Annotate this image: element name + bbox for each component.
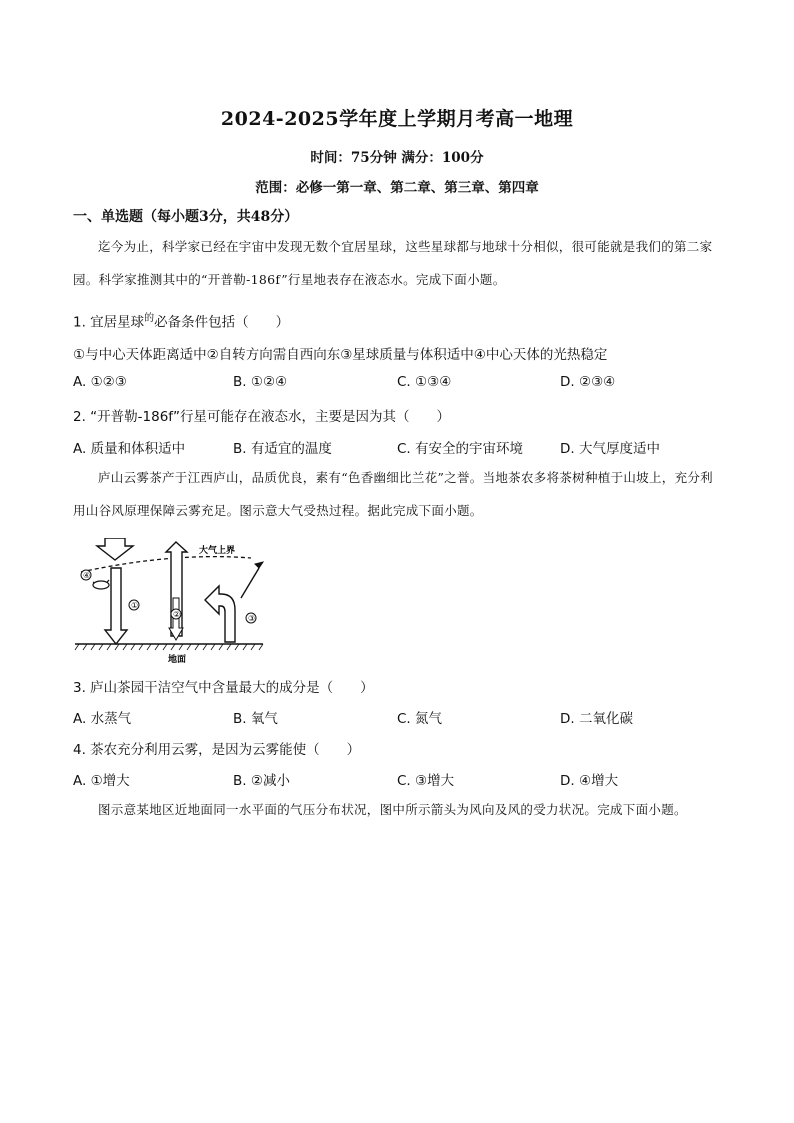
question-2-option-d[interactable]: D. 大气厚度适中 xyxy=(560,441,660,457)
arrow-1 xyxy=(105,568,127,644)
section-heading: 一、单选题（每小题3分，共48分） xyxy=(73,209,299,225)
question-1-option-c[interactable]: C. ①③④ xyxy=(397,374,452,390)
question-2-option-a[interactable]: A. 质量和体积适中 xyxy=(73,441,186,457)
question-3-option-a[interactable]: A. 水蒸气 xyxy=(73,711,132,727)
ground-hatching xyxy=(75,644,263,650)
marker-2: ② xyxy=(173,610,181,619)
question-1-option-b[interactable]: B. ①②④ xyxy=(233,374,288,390)
question-4-option-d[interactable]: D. ④增大 xyxy=(560,773,619,789)
atmosphere-top-line xyxy=(81,557,251,572)
question-2-option-c[interactable]: C. 有安全的宇宙环境 xyxy=(397,441,524,457)
question-3-option-b[interactable]: B. 氧气 xyxy=(233,711,278,727)
question-4-option-a[interactable]: A. ①增大 xyxy=(73,773,130,789)
arrow-3-tail-head xyxy=(255,562,263,568)
question-1-stem xyxy=(73,309,289,331)
marker-4: ④ xyxy=(83,571,91,580)
question-1-stem-b: 必备条件包括（ ） xyxy=(154,314,290,331)
question-1-option-a[interactable]: A. ①②③ xyxy=(73,374,127,390)
solar-radiation-arrow xyxy=(97,538,133,560)
atmosphere-top-label: 大气上界 xyxy=(199,546,236,556)
passage-3: 图示意某地区近地面同一水平面的气压分布状况，图中所示箭头为风向及风的受力状况。完成下面小题。 xyxy=(98,802,687,817)
passage-2: 庐山云雾茶产于江西庐山，品质优良，素有“色香幽细比兰花”之誉。当地茶农多将茶树种植于山坡上，充分利用山谷风原理保障云雾充足。图示意大气受热过程。据此完成下面小题。 xyxy=(73,470,713,518)
exam-info: 时间：75分钟 满分：100分 xyxy=(310,150,484,166)
marker-3: ③ xyxy=(248,614,256,623)
cloud-shape xyxy=(93,581,109,589)
passage-1: 迄今为止，科学家已经在宇宙中发现无数个宜居星球，这些星球都与地球十分相似，很可能就是我们的第二家园。科学家推测其中的“开普勒-186f”行星地表存在液态水。完成下面小题。 xyxy=(73,239,713,287)
question-1-items: ①与中心天体距离适中②自转方向需自西向东③星球质量与体积适中④中心天体的光热稳定 xyxy=(73,347,608,363)
question-4-stem: 4. 茶农充分利用云雾，是因为云雾能使（ ） xyxy=(73,742,361,758)
question-3-option-d[interactable]: D. 二氧化碳 xyxy=(560,711,633,727)
marker-1: ① xyxy=(131,601,139,610)
question-1-stem-sup: 的 xyxy=(144,313,155,324)
atmosphere-heating-diagram xyxy=(73,538,288,668)
question-4-option-b[interactable]: B. ②减小 xyxy=(233,773,290,789)
question-3-option-c[interactable]: C. 氮气 xyxy=(397,711,443,727)
arrow-3-curved xyxy=(205,586,235,642)
question-4-option-c[interactable]: C. ③增大 xyxy=(397,773,455,789)
ground-label: 地面 xyxy=(168,655,187,665)
question-2-stem: 2. “开普勒-186f”行星可能存在液态水，主要是因为其（ ） xyxy=(73,409,451,425)
question-3-stem: 3. 庐山茶园干洁空气中含量最大的成分是（ ） xyxy=(73,680,374,696)
question-1-option-d[interactable]: D. ②③④ xyxy=(560,374,616,390)
question-1-stem-a: 1. 宜居星球 xyxy=(73,314,145,331)
page-title: 2024-2025学年度上学期月考高一地理 xyxy=(220,108,574,130)
exam-scope: 范围：必修一第一章、第二章、第三章、第四章 xyxy=(255,180,539,196)
question-2-option-b[interactable]: B. 有适宜的温度 xyxy=(233,441,332,457)
arrow-3-tail xyxy=(241,568,259,598)
